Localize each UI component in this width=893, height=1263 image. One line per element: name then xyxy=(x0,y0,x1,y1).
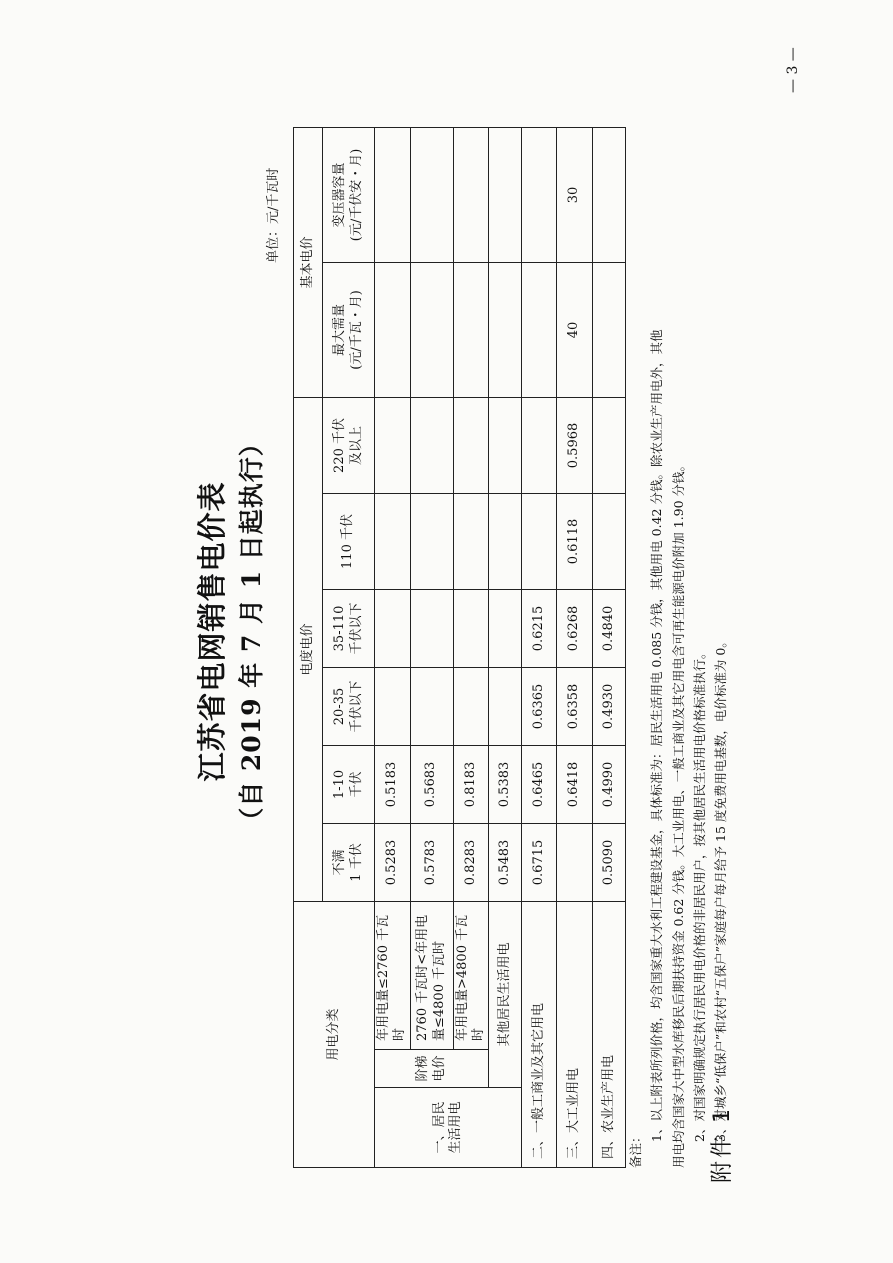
price-cell: 0.4840 xyxy=(593,589,626,667)
header-voltage-level: 20-35 千伏以下 xyxy=(323,667,375,745)
price-cell: 0.5683 xyxy=(410,745,453,823)
residential-label: 一、居民 生活用电 xyxy=(375,1088,522,1168)
price-cell: 0.4990 xyxy=(593,745,626,823)
note-3: 3、对城乡“低保户”和农村“五保户”家庭每户每月给予 15 度免费用电基数，电价标准为 0。 xyxy=(713,635,728,1142)
agriculture-label: 四、农业生产用电 xyxy=(593,901,626,1167)
table-header-row xyxy=(294,127,323,1167)
price-cell: 0.6215 xyxy=(522,589,557,667)
price-cell: 0.5090 xyxy=(593,823,626,901)
header-transformer-capacity: 变压器容量 (元/千伏安・月) xyxy=(323,127,375,262)
price-table xyxy=(293,127,626,1168)
table-row xyxy=(522,127,557,1167)
note-1a: 1、以上附表所列价格，均含国家重大水利工程建设基金，具体标准为：居民生活用电 0.085 分钱，其他用电 0.42 分钱。除农业生产用电外，其他 xyxy=(649,329,665,1142)
note-1b: 用电均含国家大中型水库移民后期扶持资金 0.62 分钱。大工业用电、一般工商业及其它用电含可再生能源电价附加 1.90 分钱。 xyxy=(670,458,686,1168)
other-residential-label: 其他居民生活用电 xyxy=(489,901,522,1087)
tier-3-label: 年用电量>4800 千瓦时 xyxy=(453,901,489,1049)
industrial-label: 三、大工业用电 xyxy=(557,901,593,1167)
tier-label: 阶梯 电价 xyxy=(375,1050,489,1088)
price-cell: 0.5783 xyxy=(410,823,453,901)
tier-2-label: 2760 千瓦时<年用电量≤4800 千瓦时 xyxy=(410,901,453,1049)
price-cell: 0.8283 xyxy=(453,823,489,901)
price-cell: 0.5183 xyxy=(375,745,411,823)
price-cell: 0.6715 xyxy=(522,823,557,901)
note-2: 2、对国家明确规定执行居民用电价格的非居民用户，按其他居民生活用电价格标准执行。 xyxy=(691,646,707,1142)
header-category: 用电分类 xyxy=(294,901,375,1167)
header-max-demand: 最大需量 (元/千瓦・月) xyxy=(323,262,375,397)
price-cell: 0.5968 xyxy=(557,397,593,493)
header-voltage-level: 110 千伏 xyxy=(323,493,375,589)
notes xyxy=(625,88,731,1168)
price-cell: 0.8183 xyxy=(453,745,489,823)
price-cell: 0.6418 xyxy=(557,745,593,823)
price-cell: 0.6465 xyxy=(522,745,557,823)
price-cell: 0.5383 xyxy=(489,745,522,823)
attachment-label: 附件 1 xyxy=(710,1106,735,1183)
price-cell: 0.6358 xyxy=(557,667,593,745)
header-energy-price: 电度电价 xyxy=(294,397,323,901)
header-voltage-level: 不满 1 千伏 xyxy=(323,823,375,901)
page-title: 江苏省电网销售电价表 xyxy=(195,481,229,782)
table-row xyxy=(453,127,489,1167)
table-row xyxy=(593,127,626,1167)
price-cell: 0.6118 xyxy=(557,493,593,589)
table-row xyxy=(375,127,411,1167)
price-cell: 0.6268 xyxy=(557,589,593,667)
header-basic-price: 基本电价 xyxy=(294,127,323,397)
max-demand-cell: 40 xyxy=(557,262,593,397)
notes-heading: 备注： xyxy=(628,1130,643,1168)
header-voltage-level: 220 千伏 及以上 xyxy=(323,397,375,493)
page-number: — 3 — xyxy=(785,47,801,93)
header-voltage-level: 35-110 千伏以下 xyxy=(323,589,375,667)
tier-1-label: 年用电量≤2760 千瓦时 xyxy=(375,901,411,1049)
unit-label: 单位：元/千瓦时 xyxy=(266,167,281,263)
table-row xyxy=(557,127,593,1167)
transformer-cell: 30 xyxy=(557,127,593,262)
commercial-label: 二、一般工商业及其它用电 xyxy=(522,901,557,1167)
price-cell: 0.5483 xyxy=(489,823,522,901)
price-cell: 0.6365 xyxy=(522,667,557,745)
table-row xyxy=(489,127,522,1167)
header-voltage-level: 1-10 千伏 xyxy=(323,745,375,823)
table-row xyxy=(410,127,453,1167)
price-cell: 0.5283 xyxy=(375,823,411,901)
page-subtitle: （自 2019 年 7 月 1 日起执行） xyxy=(237,430,266,833)
price-cell: 0.4930 xyxy=(593,667,626,745)
